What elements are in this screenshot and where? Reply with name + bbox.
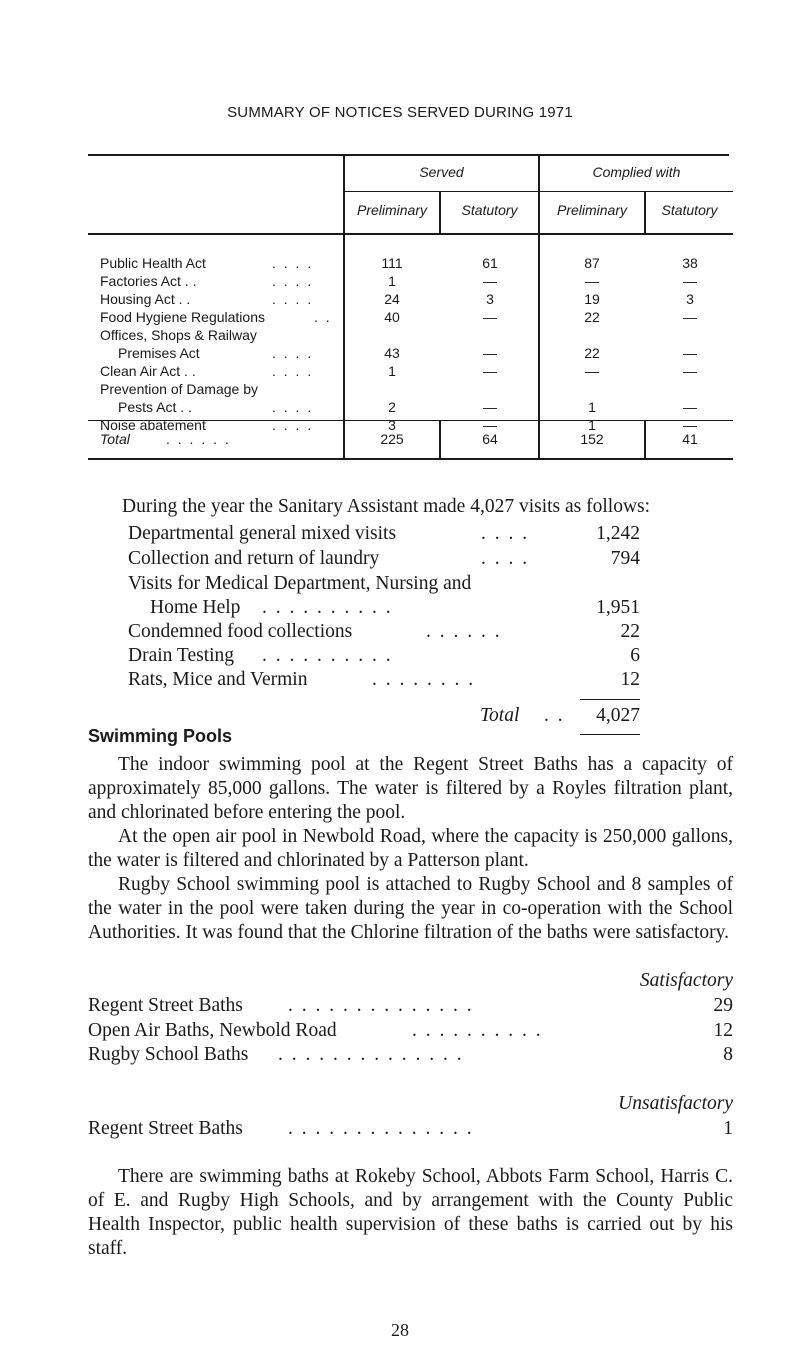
row-label: Public Health Act [100, 255, 206, 271]
unsatisfactory-heading: Unsatisfactory [618, 1093, 733, 1114]
pool-label: Open Air Baths, Newbold Road [88, 1020, 337, 1041]
table-cell: — [683, 345, 697, 361]
section-heading: Swimming Pools [88, 726, 233, 746]
row-dots: . . . . [272, 255, 314, 271]
visit-item-label: Drain Testing [128, 645, 235, 666]
paragraph: There are swimming baths at Rokeby School, Abbots Farm School, Harris C. of E. and Rugby High Schools, and by arrangement with the County Public Health Inspector, public health supervision of these baths is carried out by his staff. [88, 1166, 733, 1259]
row-label-continuation: Pests Act . . [118, 399, 192, 415]
notices-table [88, 154, 733, 460]
visit-item-value: 6 [630, 645, 640, 666]
table-cell: — [683, 399, 697, 415]
visit-item-dots: . . . . . . . . [372, 669, 476, 690]
table-cell: 38 [682, 255, 698, 271]
table-cell: — [483, 309, 497, 325]
pool-value: 8 [723, 1044, 733, 1065]
header-bottom-rule [88, 233, 733, 235]
total-dots: . . . . . . [166, 431, 231, 447]
table-cell: — [483, 417, 497, 433]
table-cell: 87 [584, 255, 600, 271]
table-cell: 22 [584, 309, 600, 325]
header-served-statutory: Statutory [461, 202, 518, 218]
visit-item-value: 1,951 [596, 597, 640, 618]
column-rule-4-total [644, 420, 646, 460]
visit-item-label: Rats, Mice and Vermin [128, 669, 308, 690]
total-cell: 152 [580, 431, 604, 447]
unsatisfactory-list [88, 1093, 733, 1153]
table-cell: — [683, 273, 697, 289]
pool-dots: . . . . . . . . . . . . . . [288, 995, 474, 1016]
row-dots: . . [314, 309, 332, 325]
table-cell: 3 [388, 417, 396, 433]
pool-value: 1 [723, 1118, 733, 1139]
visit-item-dots: . . . . . . [426, 621, 502, 642]
total-cell: 225 [380, 431, 404, 447]
table-cell: 2 [388, 399, 396, 415]
table-cell: 1 [388, 273, 396, 289]
total-cell: 41 [682, 431, 698, 447]
paragraph: The indoor swimming pool at the Regent Street Baths has a capacity of approximately 85,000 gallons. The water is filtered by a Royles filtration plant, and chlorinated before entering the pool. [88, 754, 733, 823]
table-cell: — [483, 345, 497, 361]
total-label: Total [100, 431, 130, 447]
visit-item-value: 12 [620, 669, 640, 690]
row-label: Housing Act . . [100, 291, 191, 307]
page-title: SUMMARY OF NOTICES SERVED DURING 1971 [227, 104, 573, 121]
visits-total-label: Total [480, 705, 520, 726]
table-cell: 22 [584, 345, 600, 361]
total-rule [580, 699, 640, 700]
pool-value: 12 [713, 1020, 733, 1041]
table-cell: 19 [584, 291, 600, 307]
table-cell: — [683, 363, 697, 379]
pool-label: Regent Street Baths [88, 1118, 243, 1139]
paragraph: At the open air pool in Newbold Road, where the capacity is 250,000 gallons, the water is filtered and chlorinated by a Patterson plant. [88, 826, 733, 871]
visit-item-dots: . . . . [481, 548, 530, 569]
pool-dots: . . . . . . . . . . [412, 1020, 543, 1041]
table-cell: — [683, 417, 697, 433]
row-label: Food Hygiene Regulations [100, 309, 265, 325]
table-cell: — [483, 399, 497, 415]
table-cell: 61 [482, 255, 498, 271]
table-top-rule [88, 154, 729, 156]
pool-value: 29 [713, 995, 733, 1016]
table-cell: 40 [384, 309, 400, 325]
visit-item-label: Departmental general mixed visits [128, 523, 397, 544]
visit-item-value: 794 [610, 548, 640, 569]
row-label: Clean Air Act . . [100, 363, 196, 379]
row-label-continuation: Premises Act [118, 345, 200, 361]
table-cell: 43 [384, 345, 400, 361]
row-dots: . . . . [272, 417, 314, 433]
visit-item-dots: . . . . [481, 523, 530, 544]
table-cell: 1 [588, 399, 596, 415]
header-served-preliminary: Preliminary [356, 202, 427, 218]
visit-item-dots: . . . . . . . . . . [262, 597, 393, 618]
visit-item-label: Collection and return of laundry [128, 548, 380, 569]
header-complied-statutory: Statutory [661, 202, 718, 218]
table-cell: 1 [588, 417, 596, 433]
visit-item-dots: . . . . . . . . . . [262, 645, 393, 666]
table-cell: — [585, 273, 599, 289]
pool-label: Regent Street Baths [88, 995, 243, 1016]
row-dots: . . . . [272, 345, 314, 361]
table-cell: 3 [486, 291, 494, 307]
table-bottom-rule [88, 458, 733, 460]
visit-item-value: 1,242 [596, 523, 640, 544]
paragraph: Rugby School swimming pool is attached to Rugby School and 8 samples of the water in the pool were taken during the year in co-operation with the School Authorities. It was found that the Chlorine filtration of the baths were satisfactory. [88, 874, 733, 943]
header-served: Served [419, 164, 464, 180]
satisfactory-list [88, 970, 733, 1080]
visit-item-label: Visits for Medical Department, Nursing and [128, 573, 472, 594]
row-label: Prevention of Damage by [100, 381, 258, 397]
table-cell: 1 [388, 363, 396, 379]
row-label: Factories Act . . [100, 273, 197, 289]
table-cell: 24 [384, 291, 400, 307]
table-cell: — [483, 363, 497, 379]
column-rule-2-total [439, 420, 441, 460]
table-cell: 3 [686, 291, 694, 307]
visits-total-value: 4,027 [596, 705, 640, 726]
header-complied-preliminary: Preliminary [556, 202, 627, 218]
pool-dots: . . . . . . . . . . . . . . [288, 1118, 474, 1139]
row-label: Offices, Shops & Railway [100, 327, 257, 343]
row-dots: . . . . [272, 399, 314, 415]
table-cell: — [483, 273, 497, 289]
row-dots: . . . . [272, 273, 314, 289]
visits-intro: During the year the Sanitary Assistant made 4,027 visits as follows: [122, 496, 651, 517]
row-dots: . . . . [272, 363, 314, 379]
pool-dots: . . . . . . . . . . . . . . [278, 1044, 464, 1065]
visits-total-dots: . . [544, 705, 565, 726]
visit-item-label: Home Help [150, 597, 241, 618]
pool-label: Rugby School Baths [88, 1044, 249, 1065]
header-complied-with: Complied with [592, 164, 681, 180]
total-cell: 64 [482, 431, 498, 447]
row-label: Noise abatement [100, 417, 206, 433]
page-number: 28 [391, 1320, 409, 1340]
table-cell: — [585, 363, 599, 379]
visit-item-value: 22 [620, 621, 640, 642]
total-underline [580, 734, 640, 735]
row-dots: . . . . [272, 291, 314, 307]
table-cell: 111 [381, 255, 403, 271]
table-cell: — [683, 309, 697, 325]
satisfactory-heading: Satisfactory [639, 970, 733, 991]
column-rule-1 [343, 154, 345, 460]
visit-item-label: Condemned food collections [128, 621, 353, 642]
column-rule-3 [538, 154, 540, 460]
